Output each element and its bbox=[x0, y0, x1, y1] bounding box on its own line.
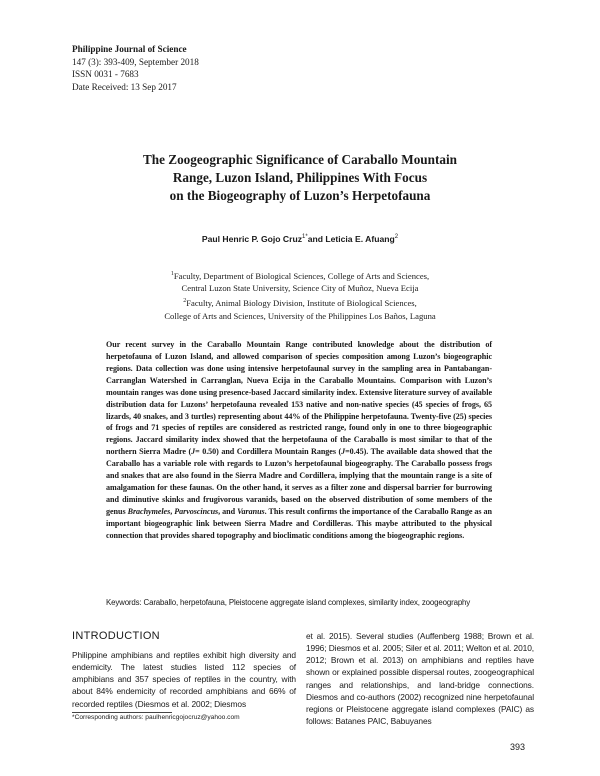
genus-name: Parvoscincus bbox=[174, 506, 219, 516]
title-line: on the Biogeography of Luzon’s Herpetofauna bbox=[169, 188, 431, 203]
jaccard-symbol: J bbox=[191, 447, 196, 457]
keywords: Keywords: Caraballo, herpetofauna, Pleistocene aggregate island complexes, similarity index, zoogeography bbox=[106, 598, 471, 607]
genus-name: Varanus bbox=[237, 506, 265, 516]
journal-info bbox=[72, 43, 199, 93]
journal-name: Philippine Journal of Science bbox=[72, 44, 187, 54]
author-marker: 2 bbox=[394, 234, 399, 241]
article-title bbox=[60, 151, 540, 205]
date-received: Date Received: 13 Sep 2017 bbox=[72, 81, 177, 92]
author-joiner: and bbox=[307, 234, 323, 244]
affiliation-line: $^2$Faculty, Animal Biology Division, Institute of Biological Sciences, bbox=[183, 297, 417, 308]
author-name: Paul Henric P. Gojo Cruz bbox=[201, 234, 303, 244]
affiliations bbox=[60, 268, 540, 322]
corresponding-author-footnote: *Corresponding authors: paulhenricgojocruz@yahoo.com bbox=[72, 714, 240, 721]
genus-name: Brachymeles bbox=[127, 506, 171, 516]
intro-column-left: Philippine amphibians and reptiles exhibit high diversity and endemicity. The latest studies listed 112 species of amphibians and 357 species of reptiles in the country, with about 84% endemicity of recorded amphibians and 66% of recorded reptiles (Diesmos et al. 2002; Diesmos bbox=[72, 650, 296, 709]
journal-issn: ISSN 0031 - 7683 bbox=[72, 69, 139, 79]
affiliation-line: $^1$Faculty, Department of Biological Sciences, College of Arts and Sciences, bbox=[170, 270, 430, 281]
abstract: Our recent survey in the Caraballo Mountain Range contributed knowledge about the distribution of herpetofauna of Luzon Island, and allowed comparison of species composition among Luzon’s biogeographic regions. Data collection was done using intensive herpetofaunal survey in the sampling area in Pantabangan-Carranglan Watershed in Carranglan, Nueva Ecija in the Caraballo Mountains. Comparison with Luzon’s mountain ranges was done using presence-based Jaccard similarity index. Extensive literature survey of available distribution data for Luzons’ herpetofauna revealed 153 native and non-native species (45 species of frogs, 65 lizards, 40 snakes, and 3 turtles) representing about 44% of the Philippine herpetofauna. Twenty-five (25) species of frogs and 71 species of reptiles are considered as restricted range, found only in one to three biogeographic regions. Jaccard similarity index showed that the herpetofauna of the Caraballo is most similar to that of the northern Sierra Madre (J= 0.50) and Cordillera Mountain Ranges (J=0.45). The available data showed that the Caraballo has a variable role with regards to Luzon’s herpetofaunal biogeography. The Caraballo possess frogs and snakes that are also found in the Sierra Madre and Cordillera, implying that the mountain range is a site of amalgamation for these faunas. On the other hand, it serves as a filter zone and dispersal barrier for burrowing and diminutive skinks and frugivorous varanids, based on the observed distribution of some members of the genus Brachymeles, Parvoscincus, and Varanus. This result confirms the importance of the Caraballo Range as an important biogeographic link between Sierra Madre and Cordilleras. This maybe attributed to the physical connection that provides shared topography and bioclimatic conditions among the biogeographic regions. bbox=[106, 340, 492, 540]
journal-volume: 147 (3): 393-409, September 2018 bbox=[72, 56, 199, 67]
affiliation-marker: 1 bbox=[170, 271, 174, 277]
author-name: Leticia E. Afuang bbox=[325, 234, 395, 244]
affiliation-marker: 2 bbox=[183, 298, 187, 305]
title-line: Range, Luzon Island, Philippines With Focus bbox=[172, 170, 428, 185]
author-marker: 1* bbox=[302, 234, 308, 241]
intro-column-right: et al. 2015). Several studies (Auffenberg 1988; Brown et al. 1996; Diesmos et al. 2005; Siler et al. 2011; Welton et al. 2010, 2012; Brown et al. 2013) on amphibians and reptiles have shown or explained possible dispersal routes, zoogeographical ranges and relationships, and land-bridge connections. Diesmos and co-authors (2002) recognized nine herpetofaunal regions or Pleistocene aggregate island complexes (PAIC) as follows: Batanes PAIC, Babuyanes bbox=[306, 631, 534, 727]
affiliation-line: Central Luzon State University, Science City of Muñoz, Nueva Ecija bbox=[181, 283, 419, 294]
title-line: The Zoogeographic Significance of Caraballo Mountain bbox=[143, 152, 457, 167]
section-heading: INTRODUCTION bbox=[72, 630, 160, 642]
page-number: 393 bbox=[510, 742, 526, 752]
footnote-divider bbox=[72, 712, 172, 713]
jaccard-symbol: J bbox=[341, 447, 346, 457]
affiliation-line: College of Arts and Sciences, University of the Philippines Los Baños, Laguna bbox=[164, 310, 436, 321]
author-list bbox=[60, 234, 540, 244]
